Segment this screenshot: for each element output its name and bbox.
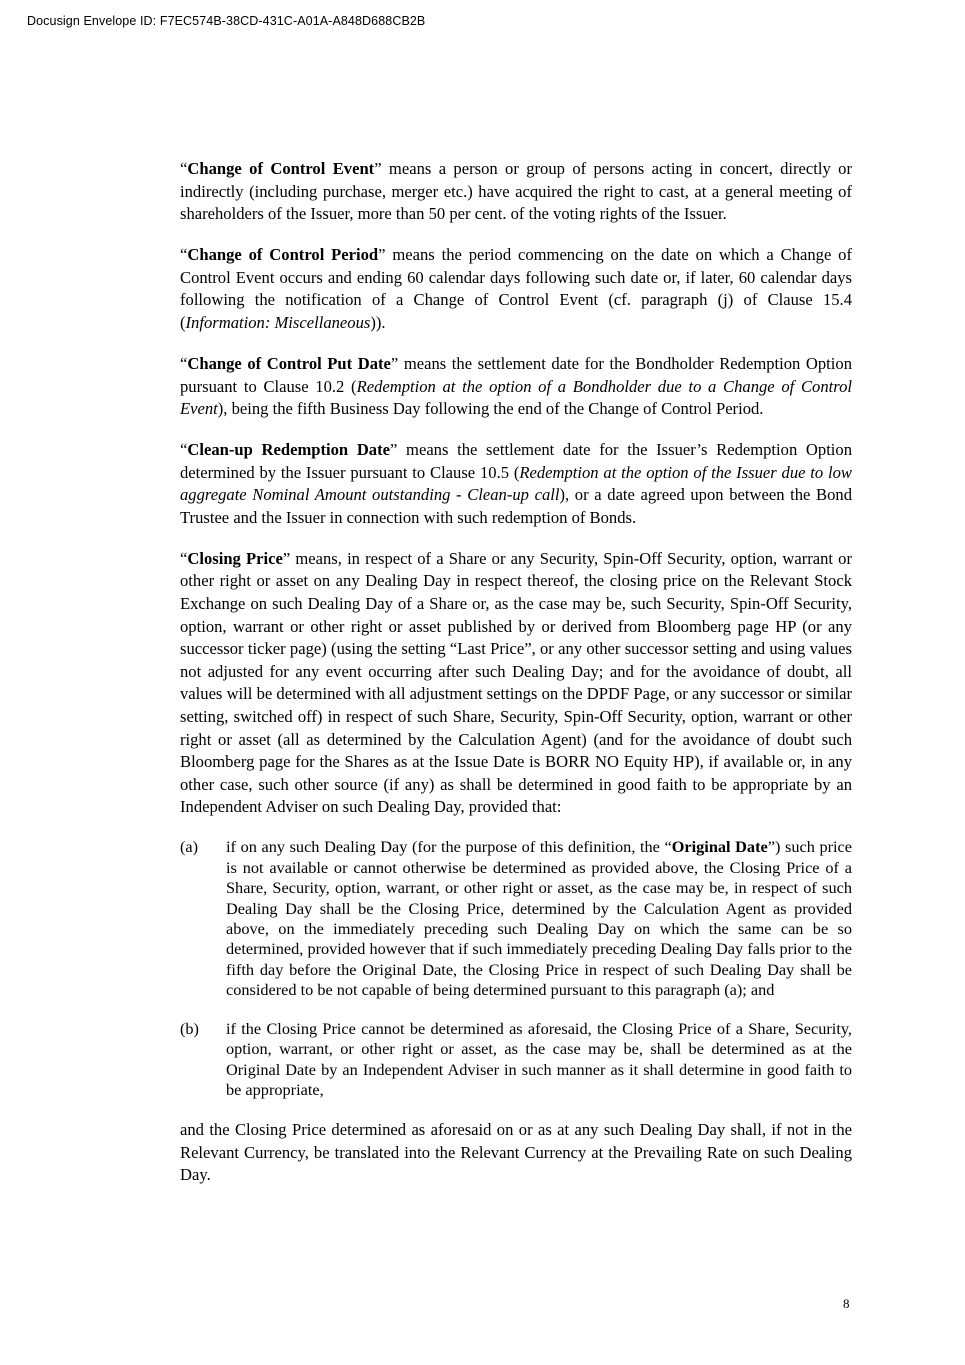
page-number: 8 [843,1296,850,1311]
open-quote: “ [180,548,188,568]
definition-change-of-control-period [180,244,852,334]
defined-term: Original Date [671,837,768,857]
sub-paragraph-label: (a) [180,837,199,857]
sub-paragraph-text-part: ”) such price is not available or cannot otherwise be determined as provided above, the Closing Price of a Share, Security, option, warrant, or other right or asset, as the case may be, in respect of such Dealing Day shall be the Closing Price, determined by the Calculation Agent as provided above, on the immediately preceding such Dealing Day on which the same can be so determined, provided however that if such immediately preceding Dealing Day falls prior to the fifth day before the Original Date, the Closing Price in respect of such Dealing Day shall be considered to be not capable of being determined pursuant to this paragraph (a); and [226,837,852,1000]
sub-paragraph-label: (b) [180,1019,199,1039]
sub-paragraph-a [180,837,852,1000]
definition-text: ), or a date agreed upon between the Bond Trustee and the Issuer in connection with such redemption of Bonds. [180,485,852,527]
definition-text: )). [370,312,386,332]
open-quote: “ [180,353,188,373]
document-body [180,158,852,1187]
defined-term: Change of Control Period [187,245,379,265]
sub-paragraph-text [226,837,852,1000]
definition-closing-price [180,548,852,819]
defined-term: Change of Control Put Date [187,353,391,373]
clause-reference: Information: Miscellaneous [185,312,371,332]
definition-text: ” means the settlement date for the Issuer’s Redemption Option determined by the Issuer pursuant to Clause 10.5 ( [180,440,853,482]
sub-paragraph-text: if the Closing Price cannot be determined as aforesaid, the Closing Price of a Share, Security, option, warrant, or other right or asset, as the case may be, shall be determined as at the Original Date by an Independent Adviser in such manner as it shall determine in good faith to be appropriate, [226,1019,852,1100]
defined-term: Change of Control Event [187,159,375,178]
definition-text: ), being the fifth Business Day following the end of the Change of Control Period. [217,399,764,419]
open-quote: “ [180,440,188,460]
open-quote: “ [180,245,188,265]
clause-reference: Redemption at the option of a Bondholder due to a Change of Control Event [180,376,852,419]
docusign-envelope-id: Docusign Envelope ID: F7EC574B-38CD-431C-A01A-A848D688CB2B [27,14,426,28]
defined-term: Closing Price [187,548,283,568]
closing-price-concluding-paragraph: and the Closing Price determined as aforesaid on or as at any such Dealing Day shall, if not in the Relevant Currency, be translated into the Relevant Currency at the Prevailing Rate on such Dealing Day. [180,1120,852,1185]
definition-text: ” means the period commencing on the date on which a Change of Control Event occurs and ending 60 calendar days following such date or, if later, 60 calendar days following the notification of a Change of Control Event (cf. paragraph (j) of Clause 15.4 ( [180,245,852,332]
definition-text: ” means a person or group of persons acting in concert, directly or indirectly (including purchase, merger etc.) have acquired the right to cast, at a general meeting of shareholders of the Issuer, more than 50 per cent. of the voting rights of the Issuer. [180,159,852,224]
definition-change-of-control-event [180,158,852,226]
open-quote: “ [180,159,188,178]
defined-term: Clean-up Redemption Date [187,440,391,460]
definition-change-of-control-put-date [180,353,852,421]
sub-paragraph-b [180,1019,852,1101]
sub-paragraph-text-part: if on any such Dealing Day (for the purpose of this definition, the “ [226,837,672,857]
definition-text: ” means, in respect of a Share or any Security, Spin-Off Security, option, warrant or other right or asset on any Dealing Day in respect thereof, the closing price on the Relevant Stock Exchange on such Dealing Day of a Share or, as the case may be, such Security, Spin-Off Security, option, warrant or other right or asset published by or derived from Bloomberg page HP (or any successor ticker page) (using the setting “Last Price”, or any other successor setting and using values not adjusted for any event occurring after such Dealing Day; and for the avoidance of doubt, all values will be determined with all adjustment settings on the DPDF Page, or any successor or similar setting, switched off) in respect of such Share, Security, Spin-Off Security, option, warrant or other right or asset (all as determined by the Calculation Agent) (and for the avoidance of doubt such Bloomberg page for the Shares as at the Issue Date is BORR NO Equity HP), if available or, in any other case, such other source (if any) as shall be determined in good faith to be appropriate by an Independent Adviser on such Dealing Day, provided that: [180,548,852,817]
definition-text: ” means the settlement date for the Bondholder Redemption Option pursuant to Clause 10.2 ( [180,353,852,396]
clause-reference: Redemption at the option of the Issuer due to low aggregate Nominal Amount outstanding - Clean-up call [180,462,852,505]
definition-clean-up-redemption-date [180,439,852,529]
